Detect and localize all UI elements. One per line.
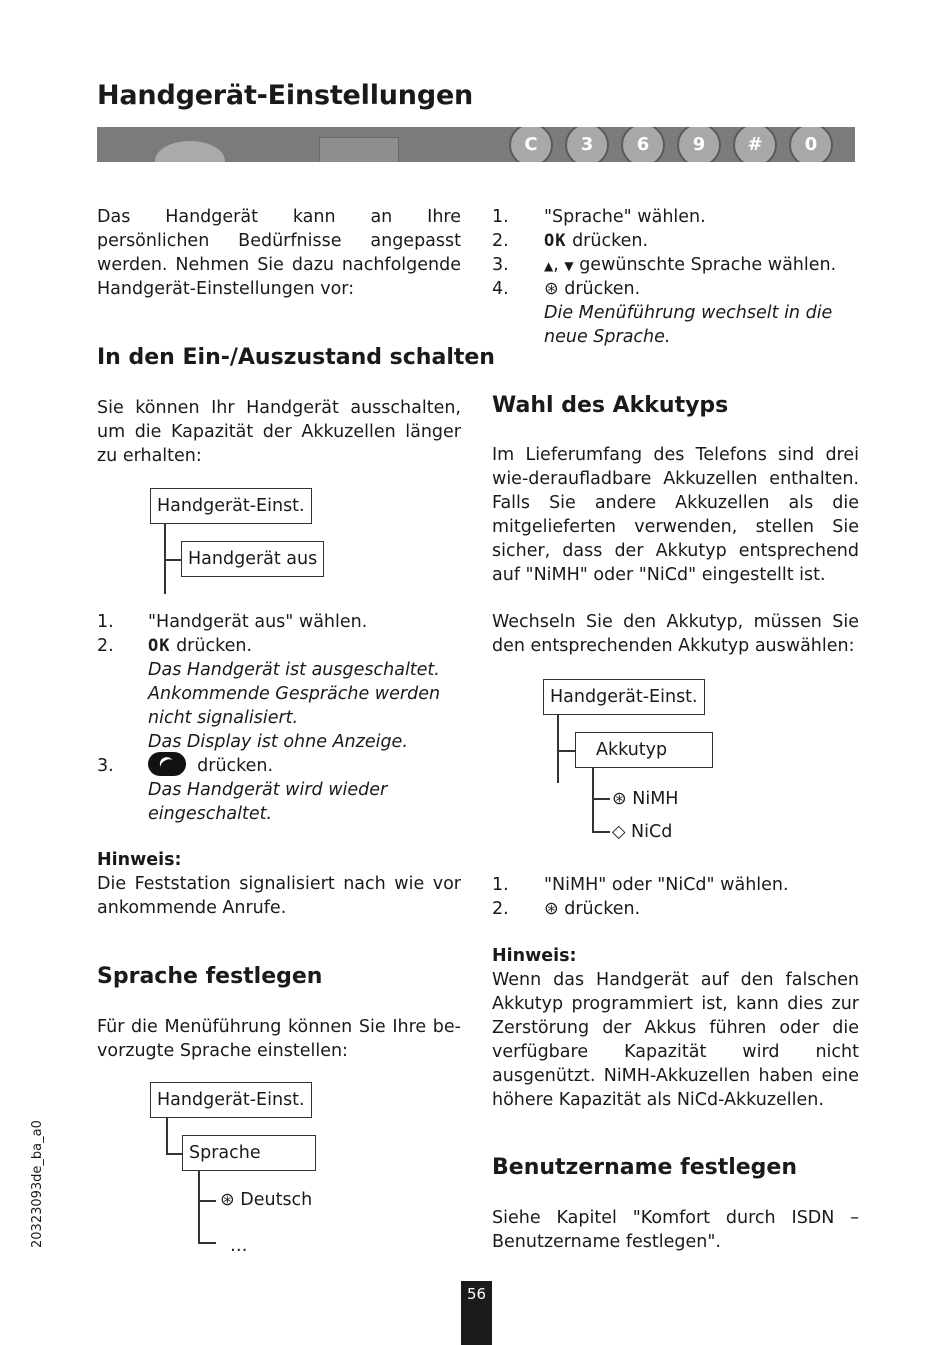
menu-tree-branch [164,559,181,561]
step-note: Ankommende Gespräche werden [148,684,441,704]
banner-key-6: 6 [621,127,665,162]
step-text: drücken. [148,754,273,778]
step-note: eingeschaltet. [148,804,273,824]
document-code: 20323093de_ba_a0 [30,1120,45,1248]
step-note: Die Menüführung wechselt in die [544,303,833,323]
menu-child-box: Akkutyp [575,732,713,768]
menu-option: ⊛ NiMH [612,789,679,809]
menu-tree-line [557,715,559,783]
step-text: OK drücken. [148,636,253,656]
step-number: 1. [492,207,509,227]
menu-child-box: Sprache [182,1135,316,1171]
intro-paragraph: Das Handgerät kann an Ihre persönlichen Bedürfnisse angepasst werden. Nehmen Sie dazu nachfolgende Handgerät-Einstellungen vor: [97,207,461,299]
step-note: Das Display ist ohne Anzeige. [148,732,408,752]
step-text: "Handgerät aus" wählen. [148,612,368,632]
page-title: Handgerät-Einstellungen [97,80,474,111]
phone-key-icon [148,752,186,776]
step-number: 1. [492,875,509,895]
battery-paragraph: Im Lieferumfang des Telefons sind drei wie-deraufladbare Akkuzellen enthalten. Falls Sie andere Akkuzellen als die mitgelieferten verwenden, stellen Sie sicher, dass der Akkutyp entsprechend auf "NiMH" oder "NiCd" eingestellt ist. [492,445,859,585]
step-note: Das Handgerät ist ausgeschaltet. [148,660,440,680]
step-text: ⊛ drücken. [544,899,641,919]
menu-root-box: Handgerät-Einst. [543,679,705,715]
unselected-option-icon: ◇ [612,822,626,842]
step-text: ▲, ▼ gewünschte Sprache wählen. [544,255,837,275]
section-heading-language: Sprache festlegen [97,964,323,989]
menu-root-box: Handgerät-Einst. [150,488,312,524]
menu-tree-branch [592,798,610,800]
hint-heading: Hinweis: [492,946,577,966]
step-text: OK drücken. [544,231,649,251]
menu-tree-branch [166,1153,182,1155]
hint-heading: Hinweis: [97,850,182,870]
step-note: neue Sprache. [544,327,671,347]
menu-option-more: … [230,1236,248,1256]
page-number: 56 [461,1281,492,1345]
step-number: 2. [492,899,509,919]
banner-key-3: 3 [565,127,609,162]
header-banner-image [97,127,855,162]
menu-tree-line [198,1171,200,1243]
battery-paragraph-2: Wechseln Sie den Akkutyp, müssen Sie den entsprechenden Akkutyp auswählen: [492,612,859,656]
section-heading-battery: Wahl des Akkutyps [492,393,729,418]
hint-text: Wenn das Handgerät auf den falschen Akkutyp programmiert ist, kann dies zur Zerstörung der Akkus führen oder die verfügbare Kapazität wird nicht ausgenützt. NiMH-Akkuzellen haben eine höhere Kapazität als NiCd-Akkuzellen. [492,970,859,1110]
menu-child-box: Handgerät aus [181,541,324,577]
username-paragraph: Siehe Kapitel "Komfort durch ISDN – Benutzername festlegen". [492,1208,859,1252]
step-note: Das Handgerät wird wieder [148,780,388,800]
down-arrow-icon: ▼ [564,259,574,273]
banner-display [319,137,399,162]
menu-tree-line [592,768,594,832]
select-key-icon: ⊛ [544,279,559,299]
menu-tree-branch [557,750,575,752]
banner-key-9: 9 [677,127,721,162]
banner-oval-key [155,141,225,162]
step-text: "NiMH" oder "NiCd" wählen. [544,875,789,895]
menu-root-box: Handgerät-Einst. [150,1082,312,1118]
select-key-icon: ⊛ [612,789,627,809]
section-heading-onoff: In den Ein-/Auszustand schalten [97,345,495,370]
step-number: 3. [492,255,509,275]
step-text: "Sprache" wählen. [544,207,706,227]
onoff-paragraph: Sie können Ihr Handgerät ausschalten, um die Kapazität der Akkuzellen länger zu erhalten: [97,398,461,466]
step-number: 1. [97,612,114,632]
banner-key-hash: # [733,127,777,162]
step-number: 4. [492,279,509,299]
step-text: ⊛ drücken. [544,279,641,299]
section-heading-username: Benutzername festlegen [492,1155,798,1180]
menu-tree-branch [198,1200,216,1202]
menu-tree-branch [592,831,610,833]
select-key-icon: ⊛ [544,899,559,919]
menu-tree-branch [198,1242,216,1244]
banner-key-0: 0 [789,127,833,162]
language-paragraph: Für die Menüführung können Sie Ihre be-vorzugte Sprache einstellen: [97,1017,461,1061]
select-key-icon: ⊛ [220,1190,235,1210]
menu-option: ◇ NiCd [612,822,673,842]
up-arrow-icon: ▲ [544,259,554,273]
ok-key-icon: OK [148,636,171,656]
step-number: 2. [97,636,114,656]
menu-tree-line [166,1118,168,1154]
menu-option: ⊛ Deutsch [220,1190,313,1210]
step-note: nicht signalisiert. [148,708,299,728]
step-number: 2. [492,231,509,251]
ok-key-icon: OK [544,231,567,251]
banner-key-c: C [509,127,553,162]
hint-text: Die Feststation signalisiert nach wie vor ankommende Anrufe. [97,874,461,918]
step-number: 3. [97,756,114,776]
